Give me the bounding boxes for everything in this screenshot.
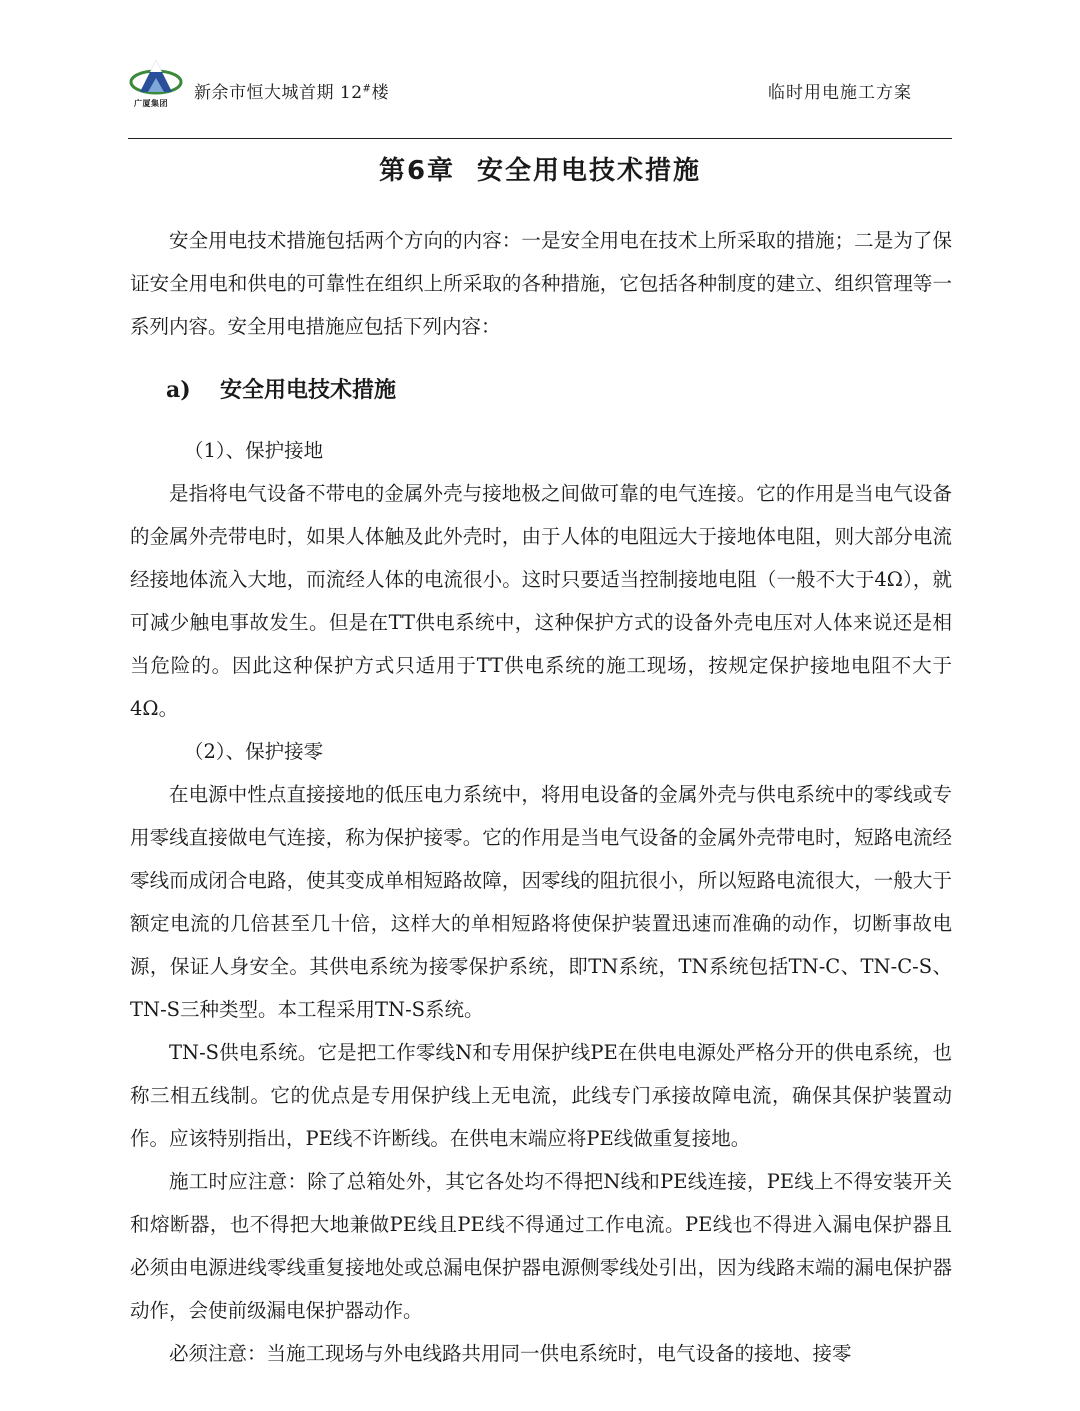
- logo-text: 广厦集团: [134, 99, 168, 108]
- must-notice-paragraph: 必须注意：当施工现场与外电线路共用同一供电系统时，电气设备的接地、接零: [169, 1342, 852, 1365]
- notice-paragraph: 施工时应注意：除了总箱处外，其它各处均不得把N线和PE线连接，PE线上不得安装开关和熔断器，也不得把大地兼做PE线且PE线不得通过工作电流。PE线也不得进入漏电保护器且必须由电源进线零线重复接地处或总漏电保护器电源侧零线处引出，因为线路末端的漏电保护器动作，会使前级漏电保护器动作。: [130, 1170, 952, 1322]
- section-label: a): [166, 377, 191, 403]
- chapter-title: 安全用电技术措施: [477, 156, 702, 186]
- section-title: 安全用电技术措施: [220, 378, 397, 403]
- header-divider: [128, 138, 952, 139]
- document-title: 临时用电施工方案: [768, 83, 912, 103]
- intro-paragraph: 安全用电技术措施包括两个方向的内容：一是安全用电在技术上所采取的措施；二是为了保证安全用电和供电的可靠性在组织上所采取的各种措施，它包括各种制度的建立、组织管理等一系列内容。安全用电措施应包括下列内容：: [130, 229, 952, 338]
- document-body: [130, 219, 952, 1375]
- mountain-logo-icon: [128, 58, 184, 98]
- chapter-number: 第6章: [378, 156, 456, 186]
- project-title: 新余市恒大城首期 12#楼: [194, 83, 389, 103]
- section-a-heading: [130, 370, 952, 411]
- subsection-1-title: （1）、保护接地: [184, 439, 324, 462]
- subsection-2-body: 在电源中性点直接接地的低压电力系统中，将用电设备的金属外壳与供电系统中的零线或专用零线直接做电气连接，称为保护接零。它的作用是当电气设备的金属外壳带电时，短路电流经零线而成闭合电路，使其变成单相短路故障，因零线的阻抗很小，所以短路电流很大，一般大于额定电流的几倍甚至几十倍，这样大的单相短路将使保护装置迅速而准确的动作，切断事故电源，保证人身安全。其供电系统为接零保护系统，即TN系统，TN系统包括TN-C、TN-C-S、TN-S三种类型。本工程采用TN-S系统。: [130, 783, 952, 1021]
- tns-paragraph: TN-S供电系统。它是把工作零线N和专用保护线PE在供电电源处严格分开的供电系统，也称三相五线制。它的优点是专用保护线上无电流，此线专门承接故障电流，确保其保护装置动作。应该特别指出，PE线不许断线。在供电末端应将PE线做重复接地。: [130, 1041, 952, 1150]
- page-header: [128, 58, 952, 138]
- subsection-2-title: （2）、保护接零: [184, 740, 324, 763]
- chapter-heading: [0, 150, 1080, 187]
- subsection-1-body: 是指将电气设备不带电的金属外壳与接地极之间做可靠的电气连接。它的作用是当电气设备的金属外壳带电时，如果人体触及此外壳时，由于人体的电阻远大于接地体电阻，则大部分电流经接地体流入大地，而流经人体的电流很小。这时只要适当控制接地电阻（一般不大于4Ω），就可减少触电事故发生。但是在TT供电系统中，这种保护方式的设备外壳电压对人体来说还是相当危险的。因此这种保护方式只适用于TT供电系统的施工现场，按规定保护接地电阻不大于4Ω。: [130, 482, 952, 720]
- company-logo: [128, 58, 184, 118]
